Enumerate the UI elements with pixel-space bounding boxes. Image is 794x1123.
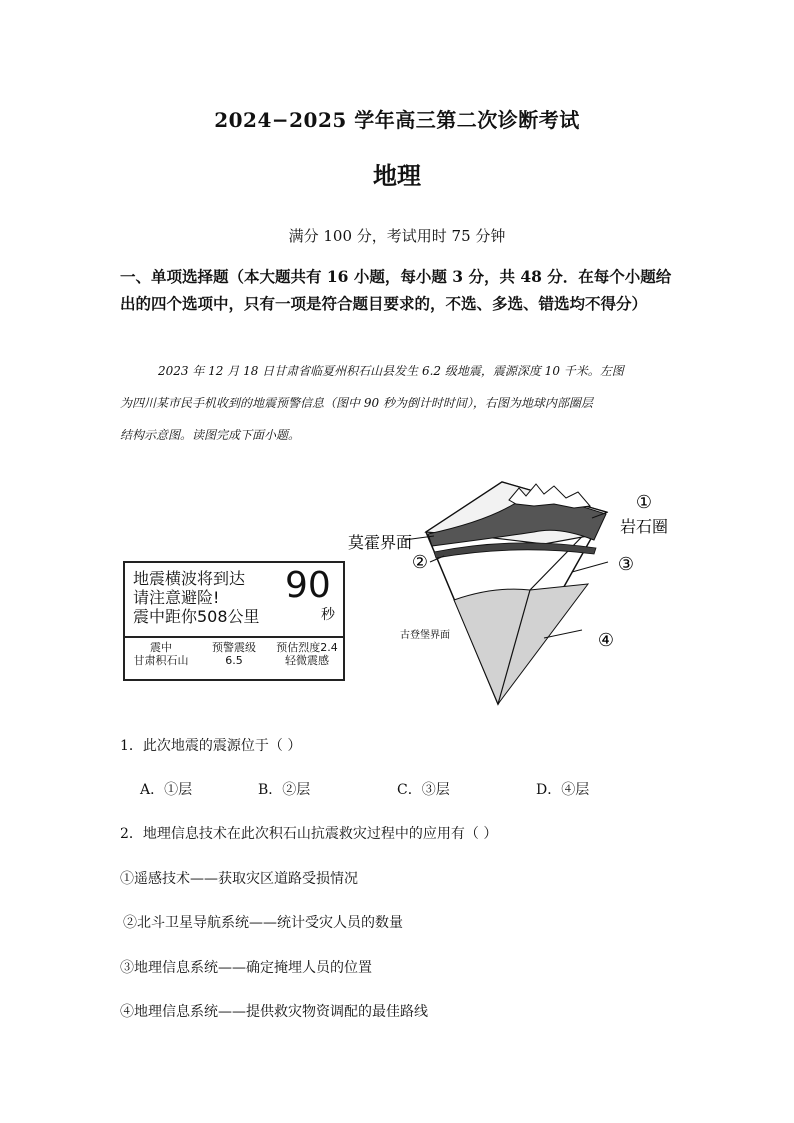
question-2-stem: 2．地理信息技术在此次积石山抗震救灾过程中的应用有（ ） xyxy=(120,826,498,842)
section-one-heading-line-2: 出的四个选项中，只有一项是符合题目要求的，不选、多选、错选均不得分） xyxy=(120,294,648,313)
question-1-option-c: C．③层 xyxy=(397,782,450,798)
alert-countdown-unit: 秒 xyxy=(321,607,335,623)
gutenberg-label: 古登堡界面 xyxy=(400,630,450,641)
alert-intensity-cell xyxy=(271,641,343,667)
intro-line-2: 为四川某市民手机收到的地震预警信息（图中 90 秒为倒计时时间），右图为地球内部圈层 xyxy=(120,396,593,410)
exam-title: 2024−2025 学年高三第二次诊断考试 xyxy=(214,108,580,132)
alert-intensity-value: 轻微震感 xyxy=(285,654,329,667)
alert-epicenter-value: 甘肃积石山 xyxy=(133,654,189,667)
question-2-statement-1: ①遥感技术——获取灾区道路受损情况 xyxy=(120,871,358,887)
alert-message-line-3: 震中距你508公里 xyxy=(133,607,260,626)
alert-countdown: 90 xyxy=(285,565,331,606)
alert-epicenter-cell xyxy=(127,641,195,667)
alert-epicenter-label: 震中 xyxy=(150,641,172,654)
layer-label-1: ① xyxy=(635,492,653,513)
layer-label-2: ② xyxy=(411,552,429,573)
layer-label-4: ④ xyxy=(597,630,615,651)
question-2-statement-4: ④地理信息系统——提供救灾物资调配的最佳路线 xyxy=(120,1004,428,1020)
intro-line-3: 结构示意图。读图完成下面小题。 xyxy=(120,428,301,442)
earthquake-alert-figure xyxy=(123,561,345,681)
alert-message-line-2: 请注意避险! xyxy=(133,588,220,607)
question-1-stem: 1．此次地震的震源位于（ ） xyxy=(120,738,302,754)
alert-message xyxy=(133,569,260,626)
question-1-option-d: D．④层 xyxy=(536,782,590,798)
alert-magnitude-cell xyxy=(199,641,269,667)
moho-label: 莫霍界面 xyxy=(348,533,413,552)
subject-title: 地理 xyxy=(373,161,421,190)
section-one-heading-line-1: 一、单项选择题（本大题共有 16 小题，每小题 3 分，共 48 分．在每个小题给 xyxy=(120,267,672,286)
score-time-line: 满分 100 分，考试用时 75 分钟 xyxy=(288,227,506,245)
question-1-option-a: A．①层 xyxy=(140,782,193,798)
question-2-statement-3: ③地理信息系统——确定掩埋人员的位置 xyxy=(120,960,372,976)
earth-layers-diagram xyxy=(344,474,674,710)
alert-magnitude-label: 预警震级 xyxy=(212,641,256,654)
intro-line-1: 2023 年 12 月 18 日甘肃省临夏州积石山县发生 6.2 级地震，震源深度 10 千米。左图 xyxy=(158,364,624,378)
layer-label-3: ③ xyxy=(617,554,635,575)
alert-magnitude-value: 6.5 xyxy=(225,654,243,667)
question-1-option-b: B．②层 xyxy=(258,782,311,798)
core-region xyxy=(454,584,588,704)
lithosphere-label: 岩石圈 xyxy=(620,517,669,536)
question-2-statement-2: ②北斗卫星导航系统——统计受灾人员的数量 xyxy=(123,915,403,931)
alert-divider xyxy=(125,636,343,638)
alert-intensity-label: 预估烈度2.4 xyxy=(276,641,338,654)
alert-message-line-1: 地震横波将到达 xyxy=(133,569,246,588)
